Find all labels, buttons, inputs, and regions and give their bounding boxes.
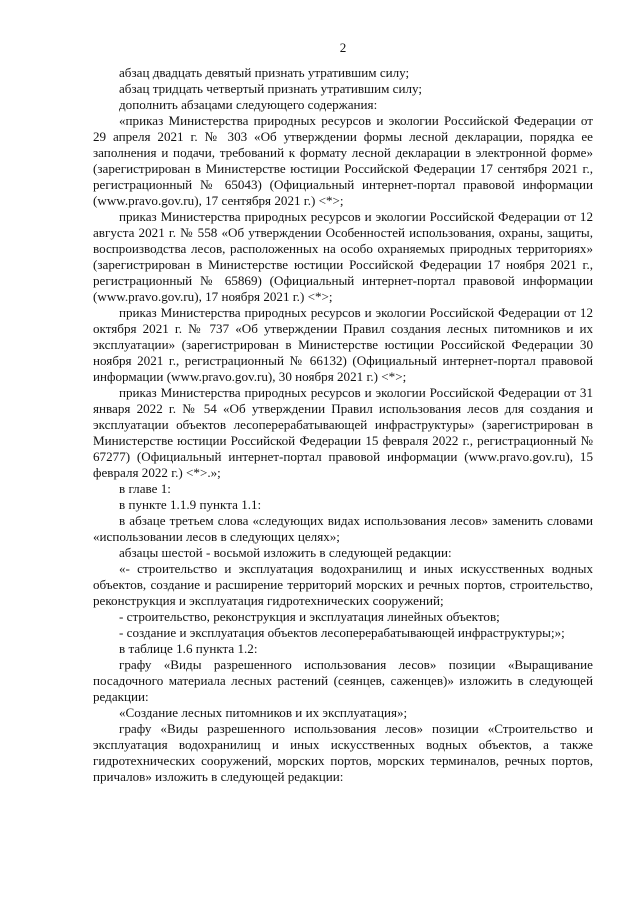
paragraph-5: приказ Министерства природных ресурсов и экологии Российской Федерации от 12 августа 2021 г. № 558 «Об утверждении Особенностей использования, охраны, защиты, воспроизводства лесов, расположенных на особо охраняемых природных территориях» (зарегистрирован в Министерстве юстиции Российской Федерации 17 ноября 2021 г., регистрационный № 65869) (Официальный интернет-портал правовой информации (www.pravo.gov.ru), 17 ноября 2021 г.) <*>; [93, 209, 593, 304]
paragraph-8: в главе 1: [119, 481, 171, 496]
paragraph-1: абзац двадцать девятый признать утратившим силу; [119, 65, 410, 80]
paragraph-15: в таблице 1.6 пункта 1.2: [119, 641, 258, 656]
paragraph-7: приказ Министерства природных ресурсов и экологии Российской Федерации от 31 января 2022 г. № 54 «Об утверждении Правил использования лесов для создания и эксплуатации объектов лесоперерабатывающей инфраструктуры» (зарегистрирован в Министерстве юстиции Российской Федерации 15 февраля 2022 г., регистрационный № 67277) (Официальный интернет-портал правовой информации (www.pravo.gov.ru), 15 февраля 2022 г.) <*>.»; [93, 385, 593, 480]
paragraph-16: графу «Виды разрешенного использования лесов» позиции «Выращивание посадочного материала лесных растений (сеянцев, саженцев)» изложить в следующей редакции: [93, 657, 593, 704]
paragraph-4: «приказ Министерства природных ресурсов и экологии Российской Федерации от 29 апреля 2021 г. № 303 «Об утверждении формы лесной декларации, порядка ее заполнения и подачи, требований к формату лесной декларации в электронной форме» (зарегистрирован в Министерстве юстиции Российской Федерации 17 сентября 2021 г., регистрационный № 65043) (Официальный интернет-портал правовой информации (www.pravo.gov.ru), 17 сентября 2021 г.) <*>; [93, 113, 593, 208]
paragraph-11: абзацы шестой - восьмой изложить в следующей редакции: [119, 545, 452, 560]
paragraph-14: - создание и эксплуатация объектов лесоперерабатывающей инфраструктуры;»; [119, 625, 565, 640]
paragraph-17: «Создание лесных питомников и их эксплуатация»; [119, 705, 408, 720]
page-number: 2 [339, 40, 347, 55]
paragraph-13: - строительство, реконструкция и эксплуатация линейных объектов; [119, 609, 500, 624]
paragraph-9: в пункте 1.1.9 пункта 1.1: [119, 497, 262, 512]
paragraph-10: в абзаце третьем слова «следующих видах использования лесов» заменить словами «использовании лесов в следующих целях»; [93, 513, 593, 544]
document-page [93, 40, 593, 785]
paragraph-12: «- строительство и эксплуатация водохранилищ и иных искусственных водных объектов, создание и расширение территорий морских и речных портов, строительство, реконструкция и эксплуатация гидротехнических сооружений; [93, 561, 593, 608]
paragraph-3: дополнить абзацами следующего содержания: [119, 97, 378, 112]
paragraph-6: приказ Министерства природных ресурсов и экологии Российской Федерации от 12 октября 2021 г. № 737 «Об утверждении Правил создания лесных питомников и их эксплуатации» (зарегистрирован в Министерстве юстиции Российской Федерации 30 ноября 2021 г., регистрационный № 66132) (Официальный интернет-портал правовой информации (www.pravo.gov.ru), 30 ноября 2021 г.) <*>; [93, 305, 593, 384]
paragraph-2: абзац тридцать четвертый признать утратившим силу; [119, 81, 423, 96]
paragraph-18: графу «Виды разрешенного использования лесов» позиции «Строительство и эксплуатация водохранилищ и иных искусственных водных объектов, а также гидротехнических сооружений, морских портов, морских терминалов, речных портов, причалов» изложить в следующей редакции: [93, 721, 593, 784]
